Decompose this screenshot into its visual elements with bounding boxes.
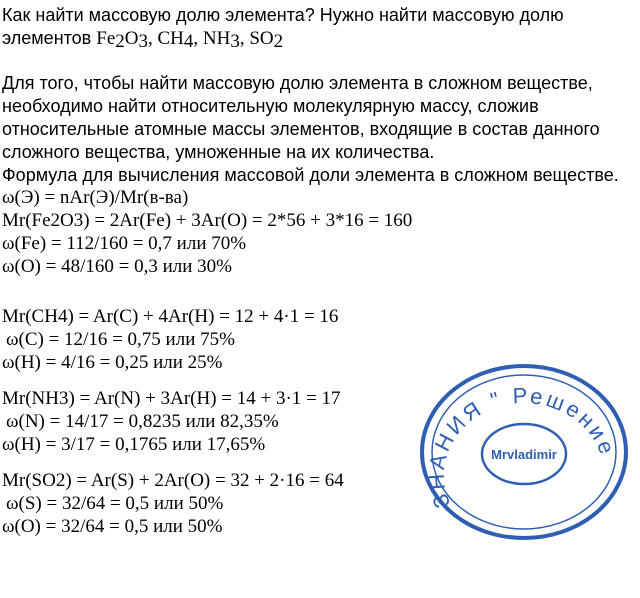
formula-o-sub: 3 (138, 31, 148, 52)
fe2o3-molar-mass: Mr(Fe2O3) = 2Ar(Fe) + 3Ar(O) = 2*56 + 3*16 = 160 (2, 210, 413, 231)
ch4-molar-mass: Mr(CH4) = Ar(C) + 4Ar(H) = 12 + 4·1 = 16 (2, 306, 339, 327)
intro-line: относительные атомные массы элементов, входящие в состав данного (2, 119, 600, 139)
question-line-2 (2, 27, 283, 50)
nh3-n-fraction: ω(N) = 14/17 = 0,8235 или 82,35% (6, 411, 279, 432)
fe2o3-o-fraction: ω(O) = 48/160 = 0,3 или 30% (2, 256, 232, 277)
ch4-h-fraction: ω(H) = 4/16 = 0,25 или 25% (2, 352, 223, 373)
intro-line: Для того, чтобы найти массовую долю элемента в сложном веществе, (2, 73, 593, 93)
formula-nh: , NH (193, 28, 231, 49)
formula-fe: Fe (96, 28, 116, 49)
question-line-2-prefix: элементов (2, 28, 97, 48)
so2-s-fraction: ω(S) = 32/64 = 0,5 или 50% (6, 493, 224, 514)
intro-line: необходимо найти относительную молекулярную массу, сложив (2, 96, 539, 116)
formula-fe-sub: 2 (115, 31, 125, 52)
fe2o3-fe-fraction: ω(Fe) = 112/160 = 0,7 или 70% (2, 233, 247, 254)
so2-o-fraction: ω(O) = 32/64 = 0,5 или 50% (2, 516, 223, 537)
stamp-ring-text: ЗНАНИЯ " Решение (423, 382, 621, 512)
question-line-1: Как найти массовую долю элемента? Нужно найти массовую долю (2, 5, 564, 25)
nh3-molar-mass: Mr(NH3) = Ar(N) + 3Ar(H) = 14 + 3·1 = 17 (2, 388, 341, 409)
intro-line: сложного вещества, умноженные на их количества. (2, 142, 435, 162)
nh3-h-fraction: ω(H) = 3/17 = 0,1765 или 17,65% (2, 434, 266, 455)
stamp-center-text: Mrvladimir (491, 447, 557, 462)
formula-ch: , CH (147, 28, 184, 49)
so2-molar-mass: Mr(SO2) = Ar(S) + 2Ar(O) = 32 + 2·16 = 64 (2, 470, 344, 491)
intro-line: Формула для вычисления массовой доли элемента в сложном веществе. (2, 165, 619, 185)
mass-fraction-formula: ω(Э) = nAr(Э)/Mr(в-ва) (2, 187, 189, 208)
ch4-c-fraction: ω(C) = 12/16 = 0,75 или 75% (6, 329, 235, 350)
stamp-seal (414, 360, 634, 540)
formula-so: , SO (239, 28, 274, 49)
formula-nh-sub: 3 (230, 31, 240, 52)
formula-ch-sub: 4 (183, 31, 194, 52)
formula-o: O (124, 28, 139, 49)
formula-so-sub: 2 (273, 31, 284, 52)
